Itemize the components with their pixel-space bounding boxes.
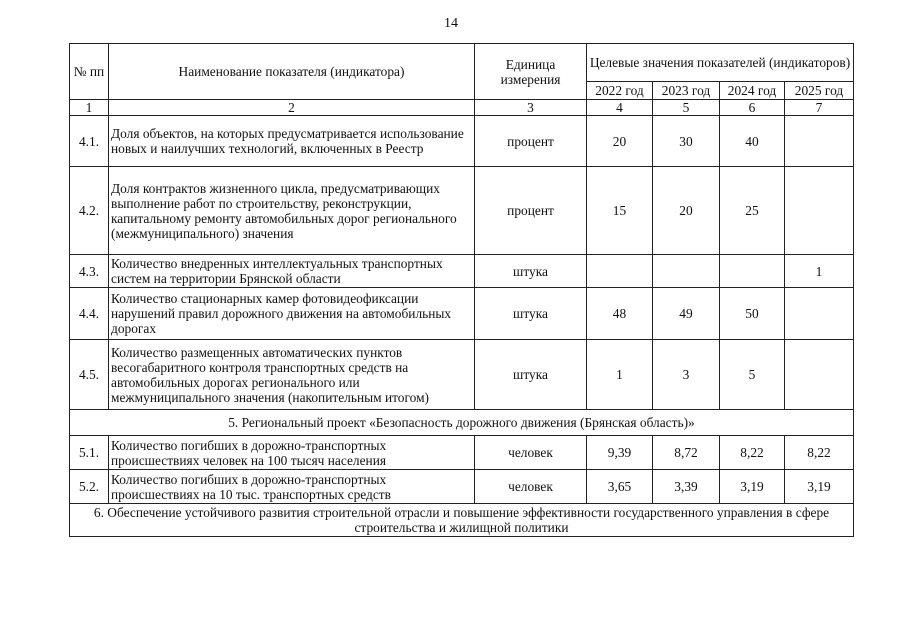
table-row: [70, 436, 854, 470]
column-number: 1: [70, 100, 109, 116]
row-value-2023: 8,72: [653, 436, 720, 470]
row-value-2023: 49: [653, 288, 720, 340]
row-num: 4.5.: [70, 340, 109, 410]
row-unit: штука: [475, 288, 587, 340]
row-value-2024: 5: [720, 340, 785, 410]
row-value-2022: 15: [587, 167, 653, 255]
row-value-2025: [785, 167, 854, 255]
column-number: 5: [653, 100, 720, 116]
row-name: Количество погибших в дорожно-транспортных происшествиях на 10 тыс. транспортных средств: [109, 470, 475, 504]
row-name: Количество внедренных интеллектуальных транспортных систем на территории Брянской области: [109, 255, 475, 288]
section-5-title: 5. Региональный проект «Безопасность дорожного движения (Брянская область)»: [70, 410, 854, 436]
header-year-2022: 2022 год: [587, 82, 653, 100]
header-year-2025: 2025 год: [785, 82, 854, 100]
row-num: 4.3.: [70, 255, 109, 288]
row-value-2022: 1: [587, 340, 653, 410]
row-value-2022: 20: [587, 116, 653, 167]
header-row-1: [70, 44, 854, 82]
row-unit: штука: [475, 255, 587, 288]
header-year-2024: 2024 год: [720, 82, 785, 100]
row-value-2024: 50: [720, 288, 785, 340]
row-name: Количество стационарных камер фотовидеофиксации нарушений правил дорожного движения на автомобильных дорогах: [109, 288, 475, 340]
row-num: 4.1.: [70, 116, 109, 167]
page-number: 14: [444, 16, 458, 31]
column-numbers-row: [70, 100, 854, 116]
table-row: [70, 116, 854, 167]
row-value-2025: [785, 288, 854, 340]
row-unit: штука: [475, 340, 587, 410]
row-value-2025: [785, 116, 854, 167]
row-value-2023: 3: [653, 340, 720, 410]
section-row: [70, 410, 854, 436]
row-value-2022: 3,65: [587, 470, 653, 504]
row-value-2024: 25: [720, 167, 785, 255]
row-value-2024: 8,22: [720, 436, 785, 470]
row-num: 4.2.: [70, 167, 109, 255]
indicators-table: [69, 43, 854, 537]
column-number: 3: [475, 100, 587, 116]
row-value-2023: 20: [653, 167, 720, 255]
section-6-title: 6. Обеспечение устойчивого развития строительной отрасли и повышение эффективности государственного управления в сфере строительства и жилищной политики: [70, 504, 854, 537]
row-name: Количество размещенных автоматических пунктов весогабаритного контроля транспортных средств на автомобильных дорогах регионального или межмуниципального значения (накопительным итогом): [109, 340, 475, 410]
row-value-2023: [653, 255, 720, 288]
column-number: 4: [587, 100, 653, 116]
row-unit: человек: [475, 436, 587, 470]
row-value-2025: 8,22: [785, 436, 854, 470]
column-number: 2: [109, 100, 475, 116]
header-year-2023: 2023 год: [653, 82, 720, 100]
row-unit: процент: [475, 116, 587, 167]
row-value-2024: 3,19: [720, 470, 785, 504]
row-name: Доля контрактов жизненного цикла, предусматривающих выполнение работ по строительству, реконструкции, капитальному ремонту автомобильных дорог регионального (межмуниципального) значения: [109, 167, 475, 255]
row-name: Доля объектов, на которых предусматривается использование новых и наилучших технологий, включенных в Реестр: [109, 116, 475, 167]
row-value-2022: 9,39: [587, 436, 653, 470]
row-value-2023: 3,39: [653, 470, 720, 504]
table-row: [70, 167, 854, 255]
header-name: Наименование показателя (индикатора): [109, 44, 475, 100]
row-num: 5.2.: [70, 470, 109, 504]
row-name: Количество погибших в дорожно-транспортных происшествиях человек на 100 тысяч населения: [109, 436, 475, 470]
table-row: [70, 288, 854, 340]
row-unit: человек: [475, 470, 587, 504]
row-num: 4.4.: [70, 288, 109, 340]
table-row: [70, 470, 854, 504]
header-unit: Единица измерения: [475, 44, 587, 100]
row-value-2023: 30: [653, 116, 720, 167]
row-num: 5.1.: [70, 436, 109, 470]
row-value-2024: [720, 255, 785, 288]
column-number: 7: [785, 100, 854, 116]
row-value-2025: 3,19: [785, 470, 854, 504]
header-num: № пп: [70, 44, 109, 100]
row-value-2025: 1: [785, 255, 854, 288]
header-targets: Целевые значения показателей (индикаторов): [587, 44, 854, 82]
table-row: [70, 255, 854, 288]
row-value-2022: 48: [587, 288, 653, 340]
table-row: [70, 340, 854, 410]
row-value-2022: [587, 255, 653, 288]
row-value-2024: 40: [720, 116, 785, 167]
row-unit: процент: [475, 167, 587, 255]
section-row: [70, 504, 854, 537]
row-value-2025: [785, 340, 854, 410]
column-number: 6: [720, 100, 785, 116]
